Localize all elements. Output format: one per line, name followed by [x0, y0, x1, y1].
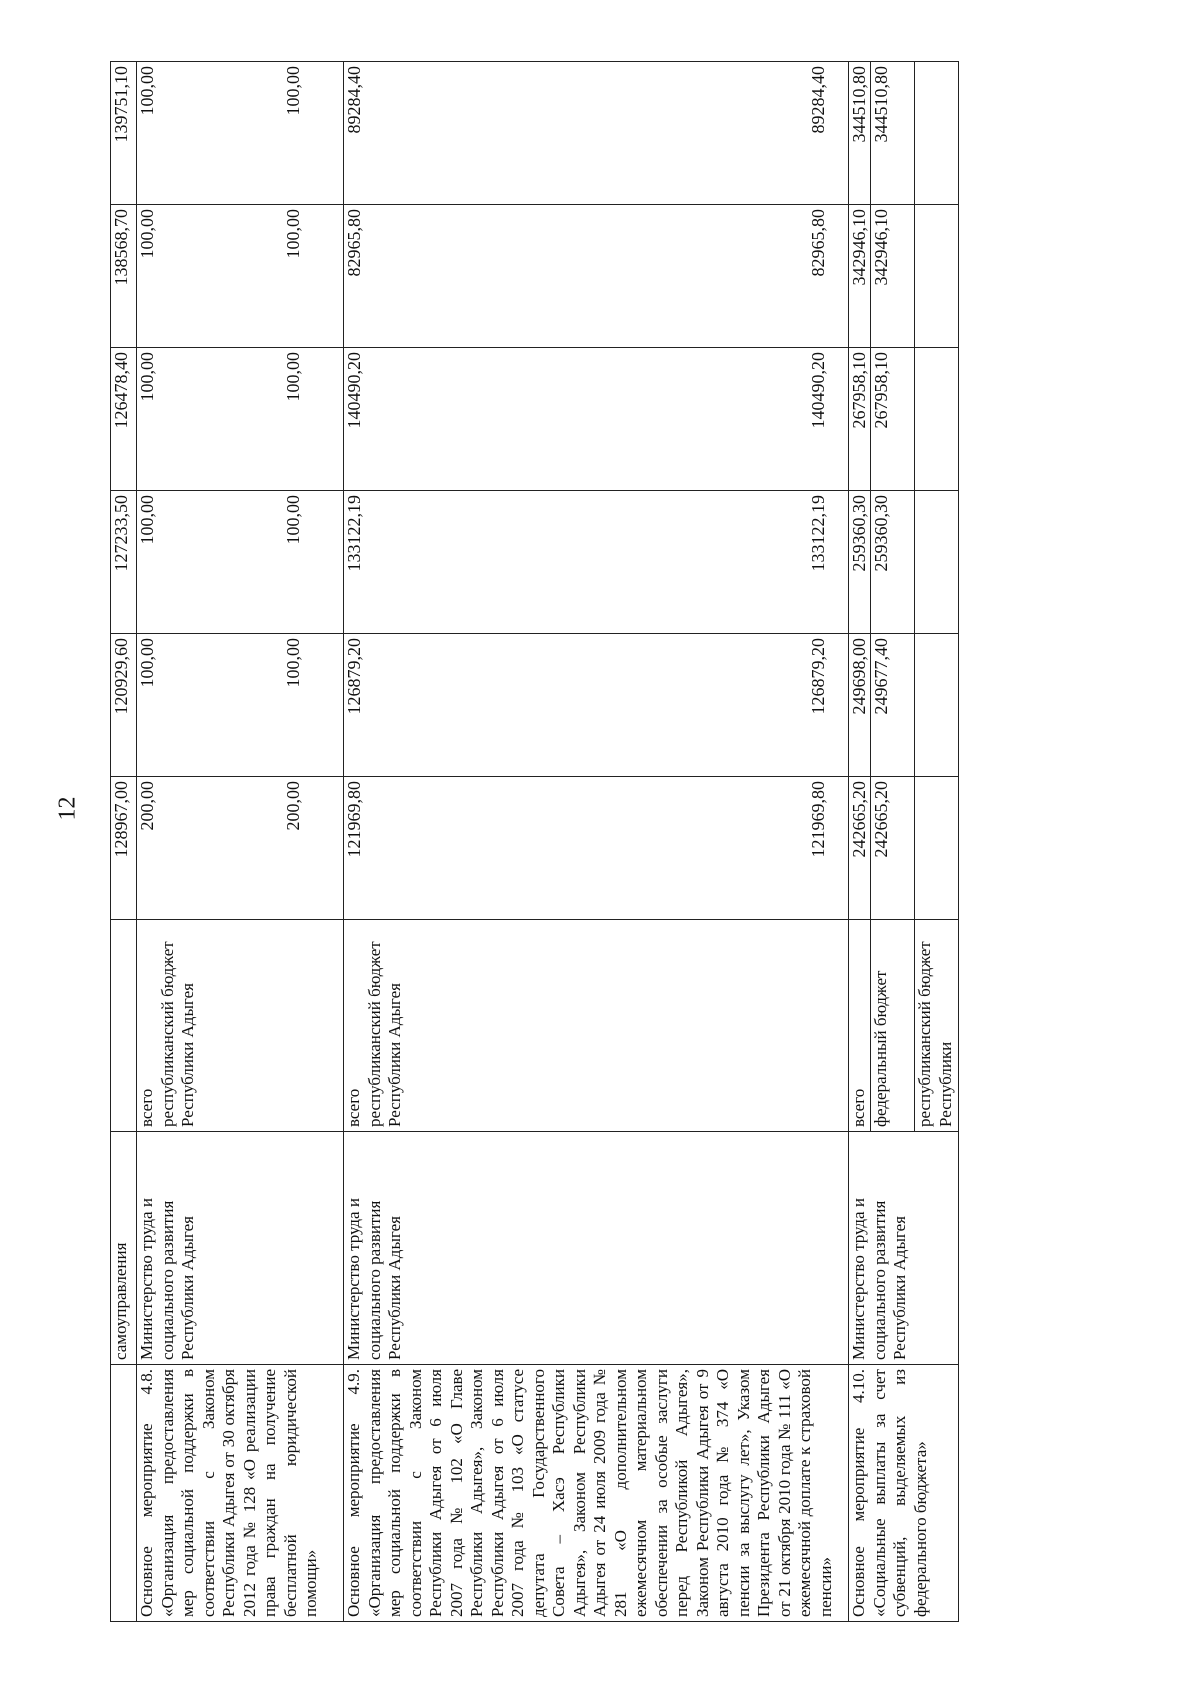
value-cell: 249677,40 — [871, 634, 915, 777]
executor-cell: Министерство труда и социального развития Республики Адыгея — [849, 1132, 959, 1365]
source-total-label: всего — [849, 920, 871, 1132]
value-cell — [915, 62, 959, 205]
value-cell: 259360,30 — [871, 491, 915, 634]
value-cell: 120929,60 — [111, 634, 137, 777]
sub-value: 82965,80 — [807, 209, 828, 277]
total-value: 89284,40 — [344, 66, 364, 134]
source-republic-label: республиканский бюджет Республики — [915, 920, 959, 1132]
source-sub-label: республиканский бюджет Республики Адыгея — [157, 941, 197, 1127]
source-total-label: всего — [137, 1088, 156, 1127]
source-cell — [137, 920, 344, 1132]
table-row — [137, 62, 344, 1622]
value-cell — [137, 205, 344, 348]
value-cell — [137, 634, 344, 777]
value-cell — [137, 62, 344, 205]
value-cell — [344, 491, 849, 634]
sub-value: 100,00 — [282, 638, 303, 688]
value-cell — [137, 491, 344, 634]
value-cell — [915, 634, 959, 777]
source-cell — [344, 920, 849, 1132]
value-cell: 242665,20 — [871, 777, 915, 920]
value-cell: 126478,40 — [111, 348, 137, 491]
value-cell: 139751,10 — [111, 62, 137, 205]
total-value: 100,00 — [137, 638, 157, 688]
value-cell — [915, 205, 959, 348]
source-total-label: всего — [344, 1088, 363, 1127]
total-value: 133122,19 — [344, 495, 364, 572]
source-sub-label: республиканский бюджет Республики Адыгея — [364, 941, 404, 1127]
value-cell — [137, 348, 344, 491]
sub-value: 100,00 — [282, 495, 303, 545]
value-cell: 267958,10 — [871, 348, 915, 491]
total-value: 100,00 — [137, 209, 157, 259]
rotated-table-container — [110, 62, 1070, 1622]
value-cell: 344510,80 — [849, 62, 871, 205]
sub-value: 100,00 — [282, 352, 303, 402]
total-value: 126879,20 — [344, 638, 364, 715]
sub-value: 133122,19 — [807, 495, 828, 572]
sub-value: 89284,40 — [807, 66, 828, 134]
total-value: 82965,80 — [344, 209, 364, 277]
value-cell: 344510,80 — [871, 62, 915, 205]
value-cell — [344, 777, 849, 920]
total-value: 100,00 — [137, 352, 157, 402]
value-cell: 242665,20 — [849, 777, 871, 920]
value-cell: 138568,70 — [111, 205, 137, 348]
value-cell: 259360,30 — [849, 491, 871, 634]
measure-description — [111, 1365, 137, 1622]
value-cell — [915, 348, 959, 491]
sub-value: 100,00 — [282, 66, 303, 116]
page-number: 12 — [54, 796, 81, 821]
total-value: 100,00 — [137, 495, 157, 545]
value-cell: 342946,10 — [849, 205, 871, 348]
total-value: 200,00 — [137, 781, 157, 831]
total-value: 140490,20 — [344, 352, 364, 429]
value-cell — [344, 634, 849, 777]
sub-value: 121969,80 — [807, 781, 828, 858]
table-row — [344, 62, 849, 1622]
sub-value: 100,00 — [282, 209, 303, 259]
executor-cell: самоуправления — [111, 1132, 137, 1365]
value-cell: 342946,10 — [871, 205, 915, 348]
source-federal-label: федеральный бюджет — [871, 920, 915, 1132]
value-cell — [344, 348, 849, 491]
value-cell: 267958,10 — [849, 348, 871, 491]
measure-description: Основное мероприятие 4.9. «Организация предоставления мер социальной поддержки в соответствии с Законом Республики Адыгея от 6 июля 2007 года № 102 «О Главе Республики Адыгея», Законом Республики Адыгея от 6 июля 2007 года № 103 «О статусе депутата Государственного Совета – Хасэ Республики Адыгея», Законом Республики Адыгея от 24 июля 2009 года № 281 «О дополнительном ежемесячном материальном обеспечении за особые заслуги перед Республикой Адыгея», Законом Республики Адыгея от 9 августа 2010 года № 374 «О пенсии за выслугу лет», Указом Президента Республики Адыгея от 21 октября 2010 года № 111 «О ежемесячной доплате к страховой пенсии» — [344, 1365, 849, 1622]
value-cell — [915, 777, 959, 920]
measure-description: Основное мероприятие 4.8. «Организация предоставления мер социальной поддержки в соответствии с Законом Республики Адыгея от 30 октября 2012 года № 128 «О реализации права граждан на получение бесплатной юридической помощи» — [137, 1365, 344, 1622]
total-value: 100,00 — [137, 66, 157, 116]
measure-description: Основное мероприятие 4.10. «Социальные выплаты за счет субвенций, выделяемых из федерального бюджета» — [849, 1365, 959, 1622]
sub-value: 200,00 — [282, 781, 303, 831]
sub-value: 126879,20 — [807, 638, 828, 715]
table-row — [111, 62, 137, 1622]
executor-cell: Министерство труда и социального развития Республики Адыгея — [344, 1132, 849, 1365]
value-cell: 127233,50 — [111, 491, 137, 634]
source-cell — [111, 920, 137, 1132]
executor-cell: Министерство труда и социального развития Республики Адыгея — [137, 1132, 344, 1365]
value-cell: 249698,00 — [849, 634, 871, 777]
sub-value: 140490,20 — [807, 352, 828, 429]
total-value: 121969,80 — [344, 781, 364, 858]
budget-table — [110, 61, 959, 1622]
value-cell — [915, 491, 959, 634]
value-cell — [344, 205, 849, 348]
value-cell — [137, 777, 344, 920]
value-cell — [344, 62, 849, 205]
table-row — [849, 62, 871, 1622]
value-cell: 128967,00 — [111, 777, 137, 920]
